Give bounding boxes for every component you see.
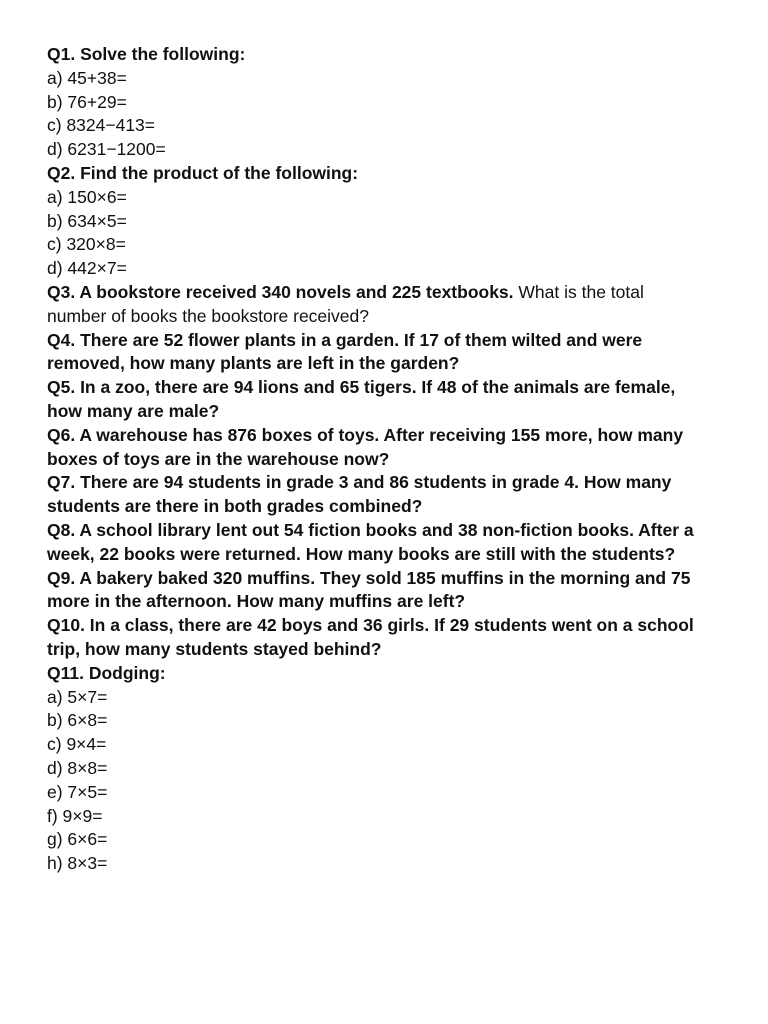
q2-item-c: c) 320×8= (47, 234, 126, 255)
q11-item-d: d) 8×8= (47, 757, 108, 778)
q11-item-g: g) 6×6= (47, 829, 108, 850)
q7-line-1: Q7. There are 94 students in grade 3 and 86 students in grade 4. How many (47, 472, 672, 493)
worksheet (47, 43, 727, 876)
q5-line-1: Q5. In a zoo, there are 94 lions and 65 tigers. If 48 of the animals are female, (47, 377, 676, 398)
q8-line-1: Q8. A school library lent out 54 fiction books and 38 non-fiction books. After a (47, 519, 694, 540)
q6-line-1: Q6. A warehouse has 876 boxes of toys. After receiving 155 more, how many (47, 424, 684, 445)
q7-line-2: students are there in both grades combined? (47, 496, 423, 517)
q1-heading: Q1. Solve the following: (47, 44, 246, 64)
q9-line-1: Q9. A bakery baked 320 muffins. They sold 185 muffins in the morning and 75 (47, 567, 691, 588)
q11-heading: Q11. Dodging: (47, 662, 166, 683)
q11-item-h: h) 8×3= (47, 853, 108, 874)
q4-line-2: removed, how many plants are left in the garden? (47, 353, 460, 374)
q9-line-2: more in the afternoon. How many muffins are left? (47, 591, 466, 612)
q11-item-e: e) 7×5= (47, 781, 108, 802)
q10-line-2: trip, how many students stayed behind? (47, 638, 382, 659)
q11-item-c: c) 9×4= (47, 734, 107, 755)
q10-line-1: Q10. In a class, there are 42 boys and 36 girls. If 29 students went on a school (47, 615, 694, 636)
q1-item-d: d) 6231−1200= (47, 139, 166, 160)
q1-item-b: b) 76+29= (47, 91, 127, 112)
q3-line-2: number of books the bookstore received? (47, 305, 369, 326)
q3-line-1 (47, 281, 727, 305)
q2-item-d: d) 442×7= (47, 258, 127, 279)
q1-item-c: c) 8324−413= (47, 115, 156, 136)
q11-item-a: a) 5×7= (47, 686, 108, 707)
q4-line-1: Q4. There are 52 flower plants in a garden. If 17 of them wilted and were (47, 329, 643, 350)
q6-line-2: boxes of toys are in the warehouse now? (47, 448, 390, 469)
q5-line-2: how many are male? (47, 400, 220, 421)
q2-heading: Q2. Find the product of the following: (47, 162, 359, 183)
q3-bold-text: Q3. A bookstore received 340 novels and 225 textbooks. (47, 281, 514, 302)
q8-line-2: week, 22 books were returned. How many books are still with the students? (47, 543, 676, 564)
q11-item-f: f) 9×9= (47, 805, 103, 826)
q2-item-b: b) 634×5= (47, 210, 127, 231)
q11-item-b: b) 6×8= (47, 710, 108, 731)
q2-item-a: a) 150×6= (47, 186, 127, 207)
q1-item-a: a) 45+38= (47, 67, 127, 88)
q3-normal-text-1: What is the total (513, 281, 644, 302)
